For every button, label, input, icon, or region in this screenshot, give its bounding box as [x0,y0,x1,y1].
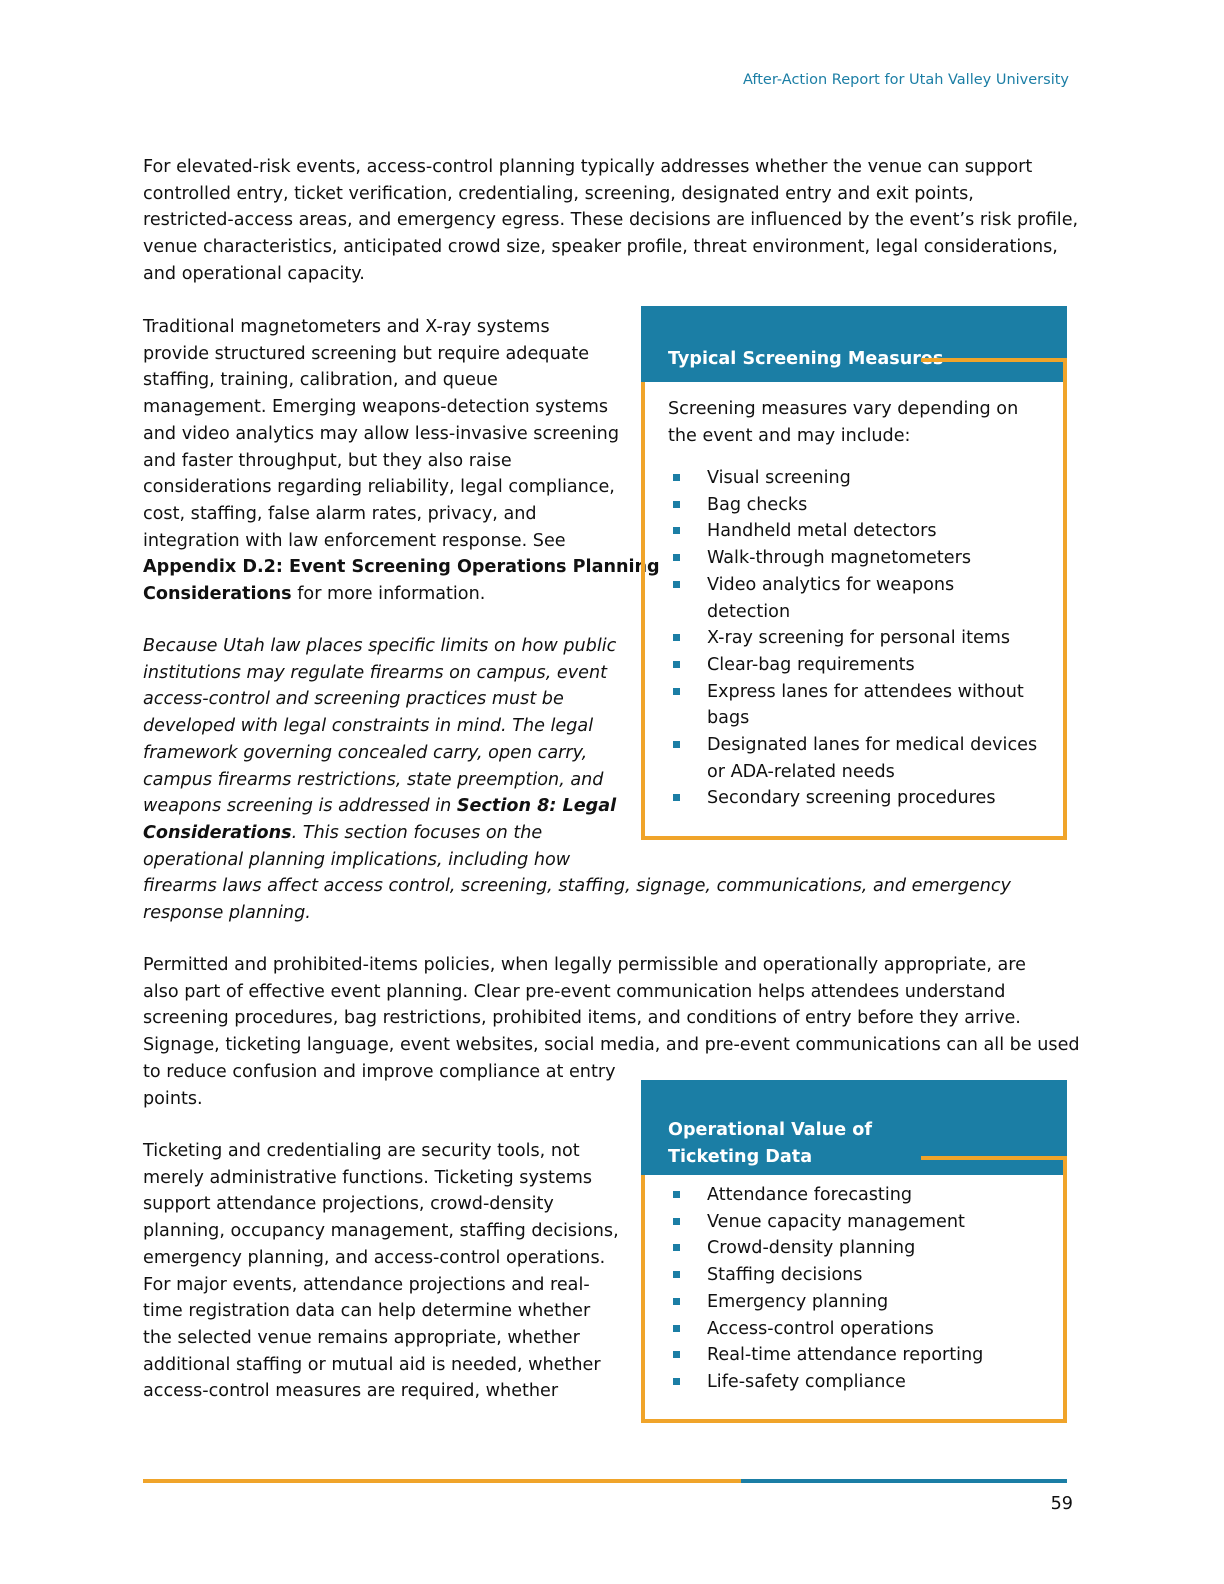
text-line: cost, staffing, false alarm rates, privacy, and [143,503,537,524]
list-item: Video analytics for weapons detection [668,572,1002,625]
box-title: Typical Screening Measures [668,349,944,369]
list-item: Clear-bag requirements [668,652,1048,679]
list-item: Crowd-density planning [668,1235,1048,1262]
text-line [143,554,660,581]
text-line: considerations regarding reliability, legal compliance, [143,477,615,498]
text-line: and operational capacity. [143,263,365,284]
text-line: points. [143,1088,203,1109]
text-run: . This section focuses on the [291,822,543,843]
list-item: Express lanes for attendees without bags [668,679,1052,732]
section-reference: Section 8: Legal [456,796,617,817]
list-item: Designated lanes for medical devices or ADA-related needs [668,732,1052,785]
text-line: framework governing concealed carry, open carry, [143,742,588,763]
list-item: Attendance forecasting [668,1182,1048,1209]
text-line: support attendance projections, crowd-density [143,1194,554,1215]
box-header [641,1080,1067,1175]
text-line: firearms laws affect access control, screening, staffing, signage, communications, and emergency [143,876,1011,897]
text-line: emergency planning, and access-control operations. [143,1247,606,1268]
text-line: Screening measures vary depending on [668,399,1019,419]
appendix-reference: Appendix D.2: Event Screening Operations Planning [143,557,660,578]
footer-rule-gold [143,1479,741,1483]
text-line: institutions may regulate firearms on campus, event [143,662,608,683]
text-line: provide structured screening but require adequate [143,343,590,364]
text-line: controlled entry, ticket verification, credentialing, screening, designated entry and exit points, [143,183,974,204]
box-body [641,382,1067,840]
text-line: planning, occupancy management, staffing decisions, [143,1221,619,1242]
text-run: weapons screening is addressed in [143,796,457,817]
footer-rule-blue [741,1479,1067,1483]
text-line: Because Utah law places specific limits on how public [143,636,617,656]
text-line: the event and may include: [668,425,911,446]
screening-measures-list [668,465,1048,812]
box-title: Ticketing Data [668,1146,813,1167]
text-line: management. Emerging weapons-detection systems [143,397,609,418]
list-item: Visual screening [668,465,1048,492]
list-item: Emergency planning [668,1289,1048,1316]
list-item: Staffing decisions [668,1262,1048,1289]
text-line: access-control measures are required, whether [143,1381,559,1402]
list-item: Handheld metal detectors [668,518,1048,545]
text-line: merely administrative functions. Ticketing systems [143,1167,593,1188]
text-line: staffing, training, calibration, and queue [143,370,498,391]
text-line: For elevated-risk events, access-control planning typically addresses whether the venue can support [143,157,1033,177]
text-line: For major events, attendance projections and real- [143,1274,590,1295]
text-run: for more information. [291,584,486,605]
box-intro [668,396,1048,449]
list-item: Access-control operations [668,1316,1048,1343]
running-header: After-Action Report for Utah Valley University [742,72,1069,88]
text-line: time registration data can help determine whether [143,1301,591,1322]
ticketing-data-box [641,1080,1067,1423]
appendix-reference-cont: Considerations [143,584,292,605]
text-line: additional staffing or mutual aid is needed, whether [143,1354,601,1375]
text-line: integration with law enforcement response. See [143,530,566,551]
ticketing-value-list [668,1182,1048,1396]
ticketing-paragraph [143,1138,619,1405]
text-line: restricted-access areas, and emergency egress. These decisions are influenced by the event’s risk profile, [143,210,1079,231]
text-line: also part of effective event planning. Clear pre-event communication helps attendees understand [143,981,1006,1002]
text-line: operational planning implications, including how [143,849,571,870]
section-reference-cont: Considerations [143,822,292,843]
text-line: access-control and screening practices must be [143,689,564,710]
text-line: venue characteristics, anticipated crowd size, speaker profile, threat environment, legal considerations, [143,237,1058,258]
text-line: and faster throughput, but they also raise [143,450,512,471]
text-line: the selected venue remains appropriate, whether [143,1327,580,1348]
page-number: 59 [1050,1494,1073,1514]
text-line: campus firearms restrictions, state preemption, and [143,769,604,790]
screening-paragraph [143,314,660,608]
list-item: Walk-through magnetometers [668,545,1048,572]
list-item: Life-safety compliance [668,1369,1048,1396]
list-item: Secondary screening procedures [668,785,1048,812]
list-item: Real-time attendance reporting [668,1342,1048,1369]
text-line: Signage, ticketing language, event websites, social media, and pre-event communications can all be used [143,1035,1080,1056]
text-line: developed with legal constraints in mind. The legal [143,716,594,737]
text-line: and video analytics may allow less-invasive screening [143,423,620,444]
box-title: Operational Value of [668,1120,872,1140]
text-line: Traditional magnetometers and X-ray systems [143,317,550,337]
intro-paragraph [143,154,1078,288]
text-line [143,581,660,608]
text-line: screening procedures, bag restrictions, prohibited items, and conditions of entry before they arrive. [143,1008,1021,1029]
text-line: Ticketing and credentialing are security tools, not [143,1141,580,1161]
box-header [641,306,1067,382]
text-line: Permitted and prohibited-items policies, when legally permissible and operationally appropriate, are [143,955,1026,975]
list-item: Bag checks [668,492,1048,519]
text-line: response planning. [143,903,311,924]
box-body [641,1175,1067,1423]
screening-measures-box [641,306,1067,840]
list-item: Venue capacity management [668,1209,1048,1236]
list-item: X-ray screening for personal items [668,625,1048,652]
text-line: to reduce confusion and improve compliance at entry [143,1061,616,1082]
